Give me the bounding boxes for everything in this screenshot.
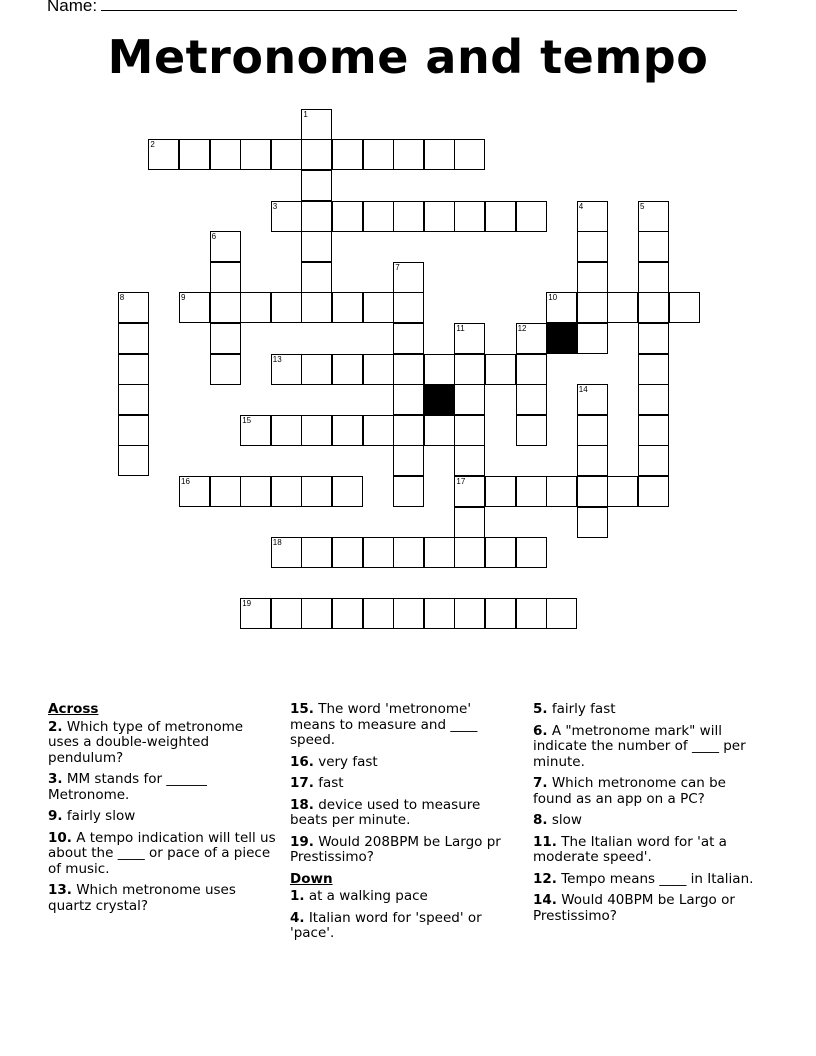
clues-column-2 (290, 702, 515, 948)
clue-item (533, 835, 768, 866)
grid-cell[interactable] (638, 292, 669, 323)
grid-cell[interactable] (332, 201, 363, 232)
clue-text: Tempo means ____ in Italian. (556, 870, 754, 887)
grid-cell[interactable] (118, 445, 149, 476)
grid-cell[interactable] (577, 384, 608, 415)
grid-cell[interactable] (240, 292, 271, 323)
grid-cell[interactable] (393, 598, 424, 629)
grid-cell[interactable] (271, 139, 302, 170)
grid-cell[interactable] (638, 445, 669, 476)
clue-text: Would 208BPM be Largo pr Prestissimo? (290, 833, 501, 865)
cell-number: 1 (303, 109, 308, 119)
grid-cell[interactable] (363, 537, 394, 568)
grid-cell[interactable] (240, 139, 271, 170)
cell-number: 4 (578, 201, 584, 211)
grid-cell[interactable] (363, 354, 394, 385)
clue-number: 18. (290, 796, 314, 813)
grid-cell[interactable] (393, 537, 424, 568)
grid-cell[interactable] (240, 415, 271, 446)
cell-number: 5 (640, 201, 645, 211)
clue-item (533, 813, 768, 829)
grid-cell[interactable] (301, 170, 332, 201)
clue-text: at a walking pace (304, 888, 428, 904)
grid-cell[interactable] (638, 415, 669, 446)
clues-column-1 (48, 702, 278, 920)
down-heading: Down (290, 870, 333, 887)
grid-cell[interactable] (332, 598, 363, 629)
grid-cell[interactable] (638, 262, 669, 293)
cell-number: 19 (242, 599, 252, 609)
cell-number: 18 (272, 538, 282, 548)
grid-cell[interactable] (424, 139, 455, 170)
grid-cell[interactable] (577, 201, 608, 232)
cell-number: 15 (242, 415, 252, 425)
grid-cell[interactable] (516, 384, 547, 415)
grid-cell[interactable] (485, 598, 516, 629)
grid-cell[interactable] (454, 507, 485, 538)
clue-item (48, 883, 278, 914)
grid-cell[interactable] (669, 292, 700, 323)
grid-cell[interactable] (301, 292, 332, 323)
grid-cell[interactable] (607, 292, 638, 323)
grid-cell[interactable] (148, 139, 179, 170)
clue-item (48, 809, 278, 825)
page-title: Metronome and tempo (107, 30, 709, 84)
clue-item (533, 872, 768, 888)
clue-text: MM stands for ______ Metronome. (48, 771, 207, 803)
grid-cell[interactable] (516, 598, 547, 629)
clue-item (533, 776, 768, 807)
clue-item (290, 702, 515, 749)
grid-cell[interactable] (332, 415, 363, 446)
grid-cell[interactable] (454, 415, 485, 446)
cell-number: 6 (211, 232, 217, 242)
grid-cell[interactable] (393, 354, 424, 385)
grid-cell[interactable] (271, 201, 302, 232)
grid-cell[interactable] (454, 445, 485, 476)
grid-cell[interactable] (485, 354, 516, 385)
grid-cell[interactable] (179, 292, 210, 323)
grid-cell[interactable] (271, 598, 302, 629)
grid-cell[interactable] (271, 354, 302, 385)
grid-cell[interactable] (271, 292, 302, 323)
grid-cell[interactable] (454, 598, 485, 629)
grid-cell[interactable] (454, 476, 485, 507)
cell-number: 12 (517, 324, 527, 333)
grid-cell[interactable] (485, 201, 516, 232)
clue-number: 11. (533, 833, 557, 850)
clue-text: A "metronome mark" will indicate the number of ____ per minute. (533, 722, 746, 770)
grid-cell[interactable] (516, 354, 547, 385)
clue-number: 8. (533, 812, 548, 828)
clue-number: 13. (48, 882, 72, 898)
grid-cell[interactable] (301, 598, 332, 629)
clue-text: Which metronome can be found as an app on a PC? (533, 775, 726, 807)
grid-cell[interactable] (454, 139, 485, 170)
grid-cell[interactable] (454, 323, 485, 354)
clue-number: 15. (290, 701, 314, 717)
grid-cell[interactable] (210, 323, 241, 354)
grid-cell[interactable] (516, 415, 547, 446)
grid-cell[interactable] (546, 598, 577, 629)
across-heading: Across (48, 701, 99, 717)
grid-cell[interactable] (454, 537, 485, 568)
cell-number: 14 (578, 385, 588, 395)
grid-cell[interactable] (638, 231, 669, 262)
grid-cell[interactable] (301, 201, 332, 232)
clue-item (533, 702, 768, 718)
clue-text: device used to measure beats per minute. (290, 796, 481, 828)
clue-text: fast (313, 775, 344, 791)
clue-number: 5. (533, 701, 548, 717)
grid-cell[interactable] (516, 537, 547, 568)
grid-cell[interactable] (393, 292, 424, 323)
clue-item (48, 772, 278, 803)
clue-item (290, 835, 515, 866)
cell-number: 10 (548, 293, 558, 303)
clue-number: 19. (290, 833, 314, 850)
grid-cell[interactable] (332, 139, 363, 170)
grid-cell[interactable] (332, 537, 363, 568)
down-clue-list (290, 889, 515, 942)
cell-number: 17 (456, 477, 466, 486)
clue-number: 10. (48, 829, 72, 846)
cell-number: 7 (395, 262, 400, 272)
grid-cell[interactable] (485, 476, 516, 507)
clue-text: Would 40BPM be Largo or Prestissimo? (533, 892, 735, 924)
grid-cell[interactable] (454, 201, 485, 232)
clue-number: 17. (290, 775, 314, 791)
grid-cell[interactable] (485, 537, 516, 568)
grid-cell[interactable] (516, 476, 547, 507)
clue-number: 2. (48, 718, 63, 735)
grid-cell[interactable] (210, 231, 241, 262)
grid-cell[interactable] (301, 139, 332, 170)
grid-cell[interactable] (271, 537, 302, 568)
grid-cell[interactable] (454, 354, 485, 385)
grid-cell[interactable] (301, 262, 332, 293)
clue-number: 16. (290, 753, 314, 770)
grid-cell[interactable] (638, 476, 669, 507)
cell-number: 9 (181, 293, 186, 303)
grid-cell[interactable] (118, 292, 149, 323)
clue-text: Italian word for 'speed' or 'pace'. (290, 909, 482, 941)
grid-cell[interactable] (118, 384, 149, 415)
cell-number: 16 (181, 477, 190, 486)
grid-cell[interactable] (271, 476, 302, 507)
grid-cell[interactable] (577, 507, 608, 538)
clue-number: 6. (533, 722, 548, 739)
grid-cell[interactable] (393, 201, 424, 232)
clue-text: fairly slow (62, 808, 136, 824)
clue-number: 7. (533, 775, 548, 791)
grid-cell[interactable] (393, 415, 424, 446)
grid-cell[interactable] (210, 139, 241, 170)
clue-item (48, 831, 278, 878)
grid-cell[interactable] (240, 476, 271, 507)
grid-cell[interactable] (118, 323, 149, 354)
grid-cell[interactable] (638, 201, 669, 232)
grid-cell[interactable] (577, 476, 608, 507)
grid-cell[interactable] (363, 292, 394, 323)
clue-item (533, 893, 768, 924)
grid-cell[interactable] (577, 231, 608, 262)
grid-cell[interactable] (332, 292, 363, 323)
grid-cell[interactable] (301, 231, 332, 262)
grid-cell[interactable] (424, 201, 455, 232)
clue-item (290, 889, 515, 905)
clue-item (290, 755, 515, 771)
cell-number: 8 (119, 293, 125, 303)
grid-cell[interactable] (240, 598, 271, 629)
grid-cell[interactable] (118, 354, 149, 385)
clue-number: 1. (290, 888, 305, 904)
grid-cell[interactable] (424, 598, 455, 629)
across-clue-list-continued (290, 702, 515, 866)
grid-cell[interactable] (363, 139, 394, 170)
clue-item (290, 798, 515, 829)
clue-number: 12. (533, 870, 557, 887)
grid-cell[interactable] (332, 354, 363, 385)
grid-block (546, 323, 577, 354)
grid-cell[interactable] (424, 537, 455, 568)
grid-cell[interactable] (301, 476, 332, 507)
grid-cell[interactable] (363, 598, 394, 629)
grid-cell[interactable] (301, 354, 332, 385)
grid-cell[interactable] (393, 323, 424, 354)
clue-text: A tempo indication will tell us about the ____ or pace of a piece of music. (48, 829, 276, 877)
down-clue-list-continued (533, 702, 768, 924)
grid-cell[interactable] (577, 415, 608, 446)
clue-text: fairly fast (547, 701, 616, 717)
grid-cell[interactable] (424, 415, 455, 446)
grid-cell[interactable] (607, 476, 638, 507)
clue-text: Which metronome uses quartz crystal? (48, 882, 236, 914)
grid-cell[interactable] (363, 415, 394, 446)
clue-number: 3. (48, 771, 63, 787)
cell-number: 3 (272, 201, 278, 211)
clue-text: slow (547, 812, 582, 828)
clue-text: very fast (313, 753, 378, 770)
grid-cell[interactable] (301, 415, 332, 446)
clue-item (290, 911, 515, 942)
clue-item (48, 720, 278, 767)
grid-cell[interactable] (393, 384, 424, 415)
grid-cell[interactable] (363, 201, 394, 232)
clue-number: 9. (48, 808, 63, 824)
cell-number: 2 (150, 140, 155, 150)
grid-cell[interactable] (638, 323, 669, 354)
grid-cell[interactable] (454, 384, 485, 415)
grid-cell[interactable] (577, 262, 608, 293)
grid-cell[interactable] (393, 262, 424, 293)
grid-cell[interactable] (638, 384, 669, 415)
grid-cell[interactable] (210, 292, 241, 323)
clue-number: 4. (290, 909, 305, 926)
grid-cell[interactable] (393, 445, 424, 476)
grid-cell[interactable] (179, 476, 210, 507)
grid-cell[interactable] (271, 415, 302, 446)
grid-cell[interactable] (577, 445, 608, 476)
grid-cell[interactable] (301, 109, 332, 140)
grid-cell[interactable] (546, 476, 577, 507)
grid-cell[interactable] (210, 476, 241, 507)
grid-cell[interactable] (577, 292, 608, 323)
clue-item (290, 776, 515, 792)
clue-item (533, 724, 768, 771)
clues-column-3 (533, 702, 768, 930)
clue-text: Which type of metronome uses a double-weighted pendulum? (48, 718, 244, 766)
grid-cell[interactable] (118, 415, 149, 446)
grid-cell[interactable] (393, 476, 424, 507)
grid-cell[interactable] (393, 139, 424, 170)
cell-number: 13 (272, 354, 282, 364)
grid-cell[interactable] (516, 323, 547, 354)
grid-cell[interactable] (210, 354, 241, 385)
grid-cell[interactable] (210, 262, 241, 293)
across-clue-list (48, 720, 278, 915)
clue-text: The word 'metronome' means to measure and ____ speed. (290, 701, 478, 748)
cell-number: 11 (456, 324, 465, 333)
grid-cell[interactable] (638, 354, 669, 385)
grid-cell[interactable] (424, 354, 455, 385)
grid-cell[interactable] (577, 323, 608, 354)
name-label: Name: (47, 0, 98, 15)
grid-cell[interactable] (179, 139, 210, 170)
grid-cell[interactable] (301, 537, 332, 568)
grid-block (424, 384, 455, 415)
clue-text: The Italian word for 'at a moderate speed'. (533, 833, 727, 865)
clue-number: 14. (533, 892, 557, 908)
grid-cell[interactable] (546, 292, 577, 323)
grid-cell[interactable] (516, 201, 547, 232)
grid-cell[interactable] (332, 476, 363, 507)
